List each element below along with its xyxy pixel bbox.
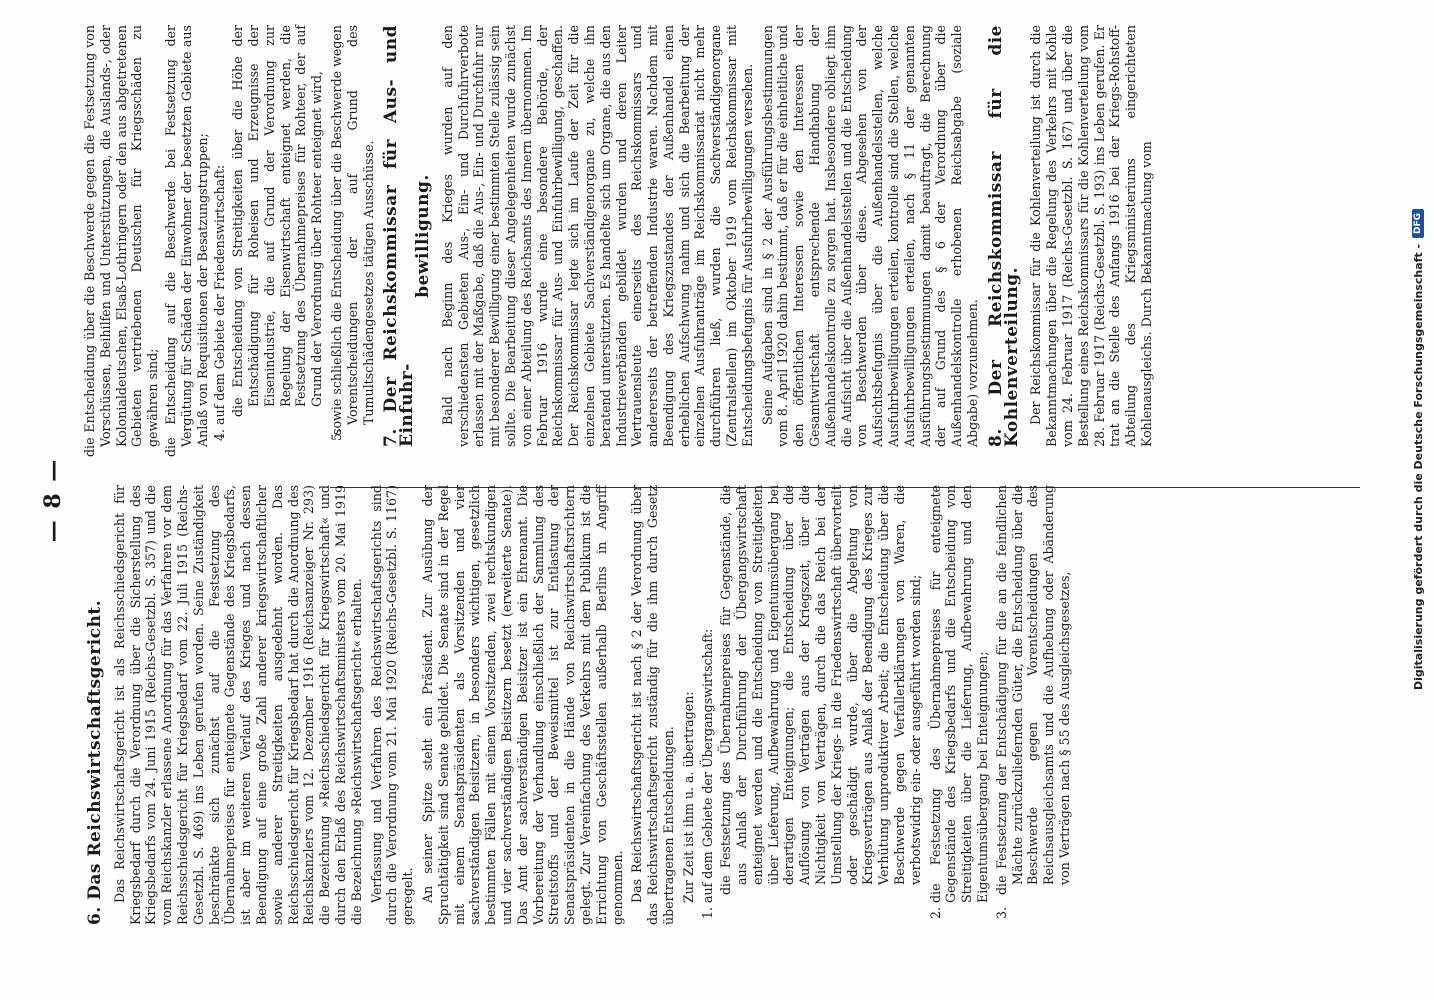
list-item-intro: auf dem Gebiete der Übergangswirtschaft: xyxy=(700,628,716,903)
section-7-title: 7. Der Reichskommissar für Aus- und Einfuhr- bewilligung. xyxy=(381,25,433,447)
list-item xyxy=(212,25,325,425)
section-6-paragraph: Das Reichswirtschaftsgericht ist als Reichsschiedsgericht für Kriegsbedarf durch die Verordnung über die Sicherstellung des Kriegsbedarfs vom 24. Juni 1915 (Reichs-Gesetzbl. S. 357) und die vom Reichskanzler erlassene Anordnung für das Verfahren vor dem Reichsschiedsgericht für Kriegsbedarf vom 22. Juli 1915 (Reichs-Gesetzbl. S. 469) ins Leben gerufen worden. Seine Zuständigkeit beschränkte sich zunächst auf die Festsetzung des Übernahmepreises für enteignete Gegenstände des Kriegsbedarfs, ist aber im weiteren Verlauf des Krieges und nach dessen Beendigung auf eine große Zahl anderer kriegswirtschaftlicher sowie anderer Streitigkeiten ausgedehnt worden. Das Reichsschiedsgericht für Kriegsbedarf hat durch die Anordnung des Reichskanzlers vom 12. Dezember 1916 (Reichsanzeiger Nr. 293) die Bezeichnung »Reichsschiedsgericht für Kriegswirtschaft« und durch den Erlaß des Reichswirtschaftsministers vom 20. Mai 1919 die Bezeichnung »Reichswirtschaftsgericht« erhalten. xyxy=(111,485,364,925)
section-6-paragraph: Zur Zeit ist ihm u. a. übertragen: xyxy=(680,691,696,903)
continued-list xyxy=(82,25,1155,465)
list-item xyxy=(994,485,1073,903)
right-column xyxy=(80,25,1159,465)
list-subitem: die Entscheidung von Streitigkeiten über die Höhe der Entschädigung für Roheisen und Erzeugnisse der Eisenindustrie, die auf Grund der Verordnung zur Regelung der Eisenwirtschaft enteignet werden, die Festsetzung des Übernahmepreises für Rohteer, der auf Grund der Verordnung über Rohteer enteignet wird, xyxy=(230,25,325,417)
section-6-title: 6. Das Reichswirtschaftsgericht. xyxy=(85,599,105,925)
list-subitem: die Entscheidung über die Beschwerde gegen die Festsetzung von Vorschüssen, Beihilfen und Unterstützungen, die Auslands-, oder Kolonialdeutschen, Elsaß-Lothringern oder den aus abgetretenen Gebieten vertriebenen Deutschen für Kriegsschäden zu gewähren sind; xyxy=(82,25,161,457)
digitization-note xyxy=(1408,0,1430,1000)
section-6-paragraph: Verfassung und Verfahren des Reichswirtschaftsgerichts sind durch die Verordnung vom 21. Mai 1920 (Reichs-Gesetzbl. S. 1167) geregelt. xyxy=(368,485,416,925)
left-column xyxy=(80,485,1079,925)
list-subitem: die Entscheidung auf die Beschwerde bei Festsetzung der Vergütung für Schäden der Einwohner der besetzten Gebiete aus Anlaß von Requisitionen der Besatzungstruppen; xyxy=(162,25,210,457)
competence-list-continued xyxy=(212,25,376,447)
section-8-paragraph: Der Reichskommissar für die Kohlenverteilung ist durch die Bekanntmachungen über die Regelung des Verkehrs mit Kohle vom 24. Februar 1917 (Reichs-Gesetzbl. S. 167) und über die Bestellung eines Reichskommissars für die Kohlenverteilung vom 28. Februar 1917 (Reichs-Gesetzbl. S. 193) ins Leben gerufen. Er trat an die Stelle des Anfangs 1916 bei der Kriegs-Rohstoff-Abteilung des Kriegsministeriums eingerichteten Kohlenausgleichs. Durch Bekanntmachung vom xyxy=(1028,25,1154,447)
page-number: — 8 — xyxy=(40,457,66,543)
section-8-title: 8. Der Reichskommissar für die Kohlenverteilung. xyxy=(985,25,1022,447)
digitization-note-text: Digitalisierung gefördert durch die Deutsche Forschungsgemeinschaft - xyxy=(1411,243,1425,690)
section-6-paragraph: An seiner Spitze steht ein Präsident. Zur Ausübung der Spruchtätigkeit sind Senate gebildet. Die Senate sind in der Regel mit einem Senatspräsidenten als Vorsitzenden und vier sachverständigen Beisitzern, in besonders wichtigen, gesetzlich bestimmten Fällen mit einem Vorsitzenden, zwei rechtskundigen und vier sachverständigen Beisitzern besetzt (erweiterte Senate). Das Amt der sachverständigen Beisitzer ist ein Ehrenamt. Die Vorbereitung der Verhandlung einschließlich der Sammlung des Streitstoffs und der Beweismittel ist zur Entlastung der Senatspräsidenten in die Hände von Reichswirtschaftsrichtern gelegt. Zur Vereinfachung des Verkehrs mit dem Publikum ist die Errichtung von Geschäftsstellen außerhalb Berlins in Angriff genommen. xyxy=(419,485,625,925)
dfg-logo: DFG xyxy=(1412,209,1424,238)
list-item: 5. sowie schließlich die Entscheidung über die Beschwerde wegen Vorentscheidungen der auf Grund des Tumultschädengesetzes tätigen Ausschüsse. xyxy=(329,25,376,425)
competence-list xyxy=(700,485,1072,925)
section-7-paragraph: Bald nach Beginn des Krieges wurden auf den verschiedensten Gebieten Aus-, Ein- und Durchfuhrverbote erlassen mit der Maßgabe, daß die Aus-, Ein- und Durchfuhr nur mit besonderer Bewilligung einer bestimmten Stelle zulässig sein sollte. Die Bearbeitung dieser Angelegenheiten wurde zunächst von einer Abteilung des Reichsamts des Innern übernommen. Im Februar 1916 wurde eine besondere Behörde, der Reichskommissar für Aus- und Einfuhrbewilligung, geschaffen. Der Reichskommissar legte sich im Laufe der Zeit für die einzelnen Gebiete Sachverständigenorgane zu, welche ihn beratend unterstützten. Es handelte sich um Organe, die aus den Industrieverbänden gebildet wurden und deren Leiter Vertrauensleute einerseits des Reichskommissars und andererseits der betreffenden Industrie waren. Nachdem mit Beendigung des Kriegszustandes der Außenhandel einen erheblichen Aufschwung nahm und sich die Bearbeitung der einzelnen Ausfuhranträge im Reichskommissariat nicht mehr durchführen ließ, wurden die Sachverständigenorgane (Zentralstellen) im Oktober 1919 vom Reichskommissar mit Entscheidungsbefugnis für Ausfuhrbewilligungen versehen. xyxy=(439,25,755,447)
list-subitem: die Festsetzung des Übernahmepreises für Gegenstände, die aus Anlaß der Durchführung der Übergangswirtschaft enteignet werden und die Entscheidung von Streitigkeiten über Lieferung, Aufbewahrung und Eigentumsübergang bei derartigen Enteignungen; die Entscheidung über die Auflösung von Verträgen aus der Kriegszeit, über die Nichtigkeit von Verträgen, durch die das Reich bei der Umstellung der Kriegs- in die Friedenswirtschaft übervorteilt oder geschädigt wurde, über die Abgeltung von Kriegsverträgen aus Anlaß der Beendigung des Krieges zur Verhütung unproduktiver Arbeit; die Entscheidung über die Beschwerde gegen Verfallerklärungen von Waren, die verbotswidrig ein- oder ausgeführt worden sind; xyxy=(718,485,923,895)
list-item: 2. die Festsetzung des Übernahmepreises für enteignete Gegenstände des Kriegsbedarfs und die Entscheidung von Streitigkeiten über die Lieferung, Aufbewahrung und den Eigentumsübergang bei Enteignungen; xyxy=(928,485,991,903)
list-item-intro: auf dem Gebiete der Friedenswirtschaft: xyxy=(212,164,228,425)
section-7-paragraph: Seine Aufgaben sind in § 2 der Ausführungsbestimmungen vom 8. April 1920 dahin bestimmt, daß er für die einheitliche und den öffentlichen Interessen sowie den Interessen der Gesamtwirtschaft entsprechende Handhabung der Außenhandelskontrolle zu sorgen hat. Insbesondere obliegt ihm die Aufsicht über die Außenhandelsstellen und die Entscheidung von Beschwerden über diese. Abgesehen von der Aufsichtsbefugnis über die Außenhandelsstellen, welche Ausfuhrbewilligungen erteilen, kontrolle sind die Stellen, welche Ausfuhrbewilligungen erteilen, nach § 11 der genannten Ausführungsbestimmungen damit beauftragt, die Berechnung der auf Grund des § 6 der Verordnung über die Außenhandelskontrolle erhobenen Reichsabgabe (soziale Abgabe) vorzunehmen. xyxy=(759,25,981,447)
list-item xyxy=(700,485,923,903)
list-subitem: 3. die Festsetzung der Entschädigung für die an die feindlichen Mächte zurückzuliefernden Güter, die Entscheidung über die Beschwerde gegen Vorentscheidungen des Reichsausgleichsamts und die Aufhebung oder Abänderung von Verträgen nach § 55 des Ausgleichsgesetzes, xyxy=(993,485,1073,895)
section-6-paragraph: Das Reichswirtschaftsgericht ist nach § 2 der Verordnung über das Reichswirtschaftsgericht zuständig für die ihm durch Gesetz übertragenen Entscheidungen. xyxy=(629,485,676,925)
